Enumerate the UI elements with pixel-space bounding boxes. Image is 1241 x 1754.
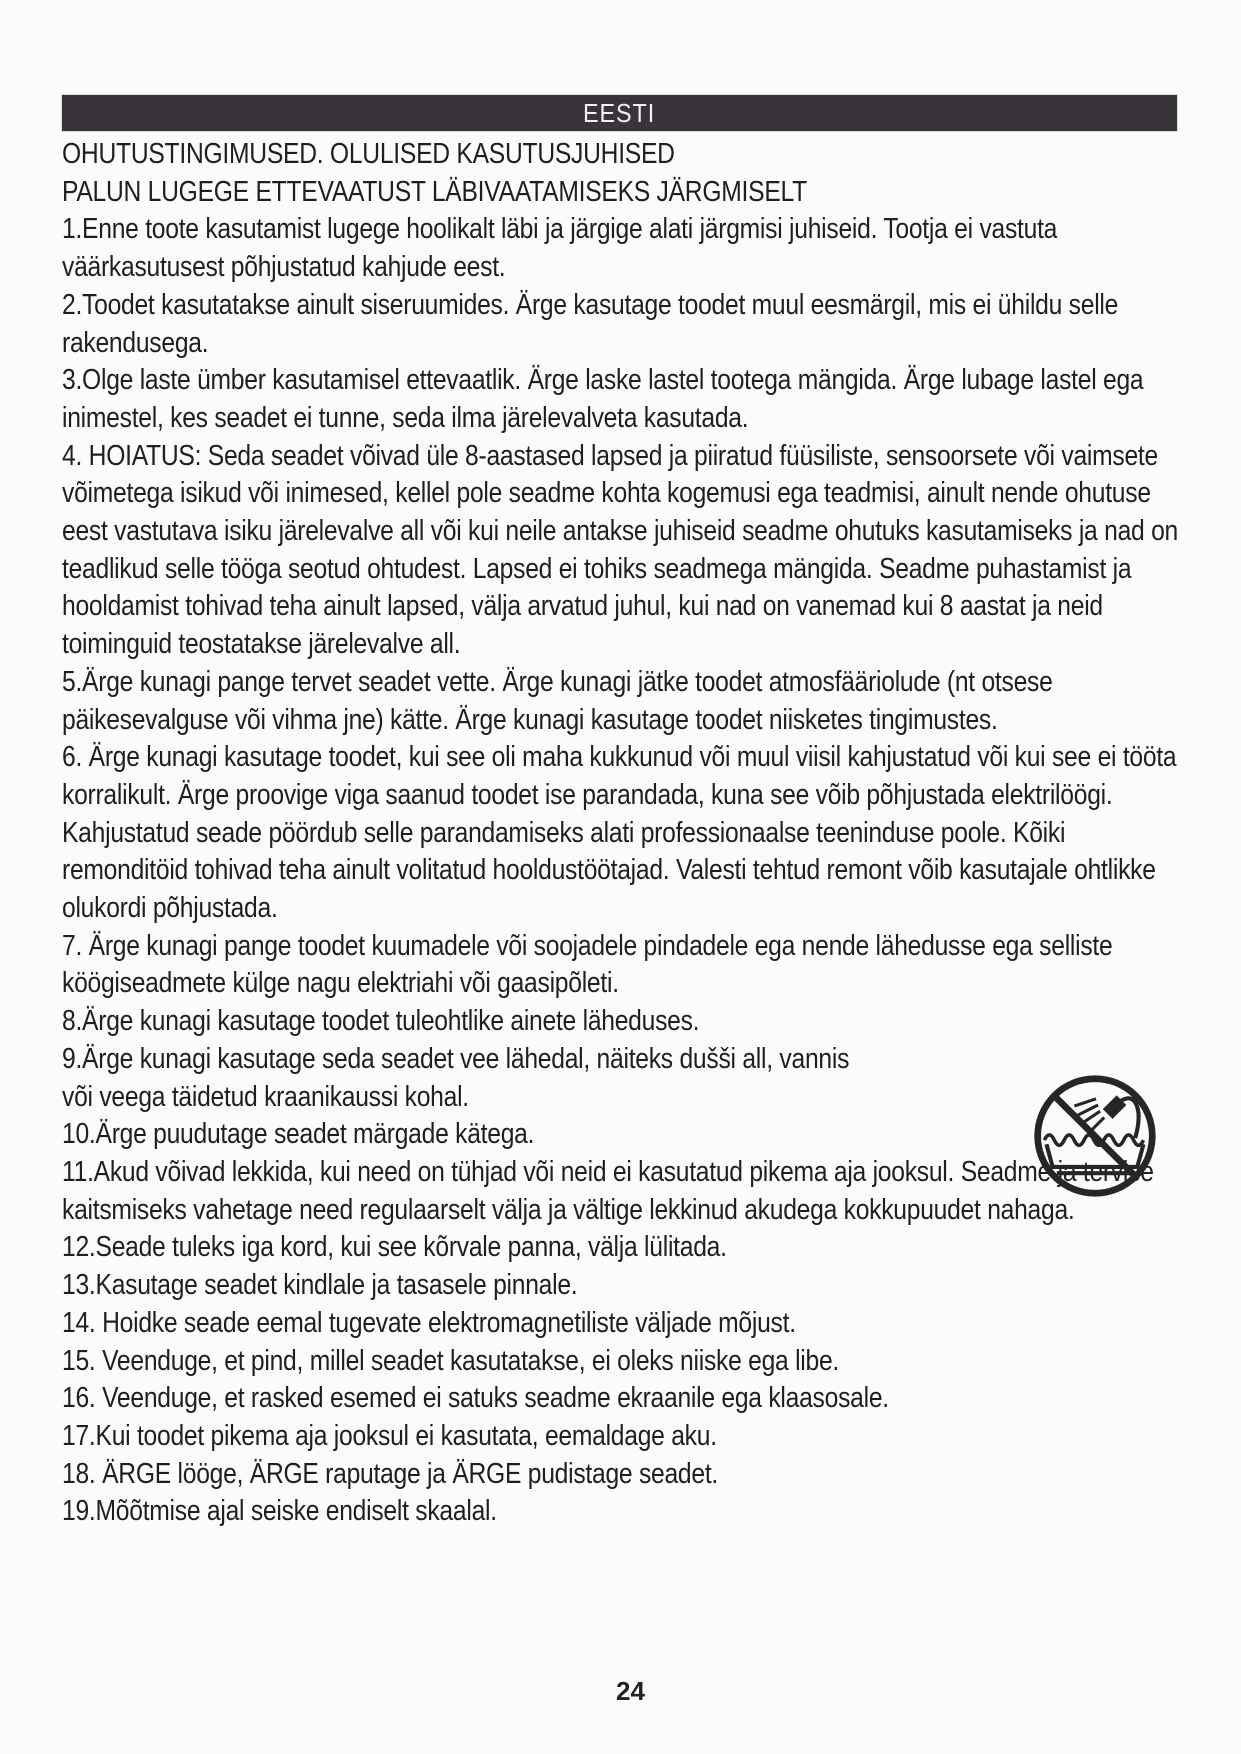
instruction-item: 12.Seade tuleks iga kord, kui see kõrvale panna, välja lülitada. — [62, 1231, 727, 1264]
instruction-item: 18. ÄRGE lööge, ÄRGE raputage ja ÄRGE pudistage seadet. — [62, 1457, 719, 1490]
heading-line-1: OHUTUSTINGIMUSED. OLULISED KASUTUSJUHISED — [62, 138, 675, 170]
no-shower-icon — [1030, 1072, 1162, 1200]
page-number: 24 — [616, 1676, 645, 1706]
instruction-item: 11.Akud võivad lekkida, kui need on tühjad või neid ei kasutatud pikema aja jooksul. Seadme ja tervise kaitsmiseks vahetage need regulaarselt välja ja vältige lekkinud akudega kokkupuudet nahaga. — [62, 1155, 1154, 1226]
safety-instructions-section — [62, 136, 1180, 1531]
instruction-item: 3.Olge laste ümber kasutamisel ettevaatlik. Ärge laske lastel tootega mängida. Ärge lubage lastel ega inimestel, kes seadet ei tunne, seda ilma järelevalveta kasutada. — [62, 364, 1144, 434]
instruction-item: 9.Ärge kunagi kasutage seda seadet vee lähedal, näiteks dušši all, vannis või veega täidetud kraanikaussi kohal. — [62, 1042, 850, 1113]
heading-line-2: PALUN LUGEGE ETTEVAATUST LÄBIVAATAMISEKS JÄRGMISELT — [62, 175, 807, 208]
instruction-item: 2.Toodet kasutatakse ainult siseruumides. Ärge kasutage toodet muul eesmärgil, mis ei ühildu selle rakendusega. — [62, 288, 1119, 359]
instruction-item: 4. HOIATUS: Seda seadet võivad üle 8-aastased lapsed ja piiratud füüsiliste, sensoorsete või vaimsete võimetega isikud või inimesed, kellel pole seadme kohta kogemusi ega teadmisi, ainult nende ohutuse eest vastutava isiku järelevalve all või kui neile antakse juhiseid seadme ohutuks kasutamiseks ja nad on teadlikud selle tööga seotud ohtudest. Lapsed ei tohiks seadmega mängida. Seadme puhastamist ja hooldamist tohivad teha ainult lapsed, välja arvatud juhul, kui nad on vanemad kui 8 aastat ja neid toiminguid teostatakse järelevalve all. — [62, 439, 1178, 661]
instruction-item: 1.Enne toote kasutamist lugege hoolikalt läbi ja järgige alati järgmisi juhiseid. Tootja ei vastuta väärkasutusest põhjustatud kahjude eest. — [62, 213, 1058, 284]
instruction-item: 13.Kasutage seadet kindlale ja tasasele pinnale. — [62, 1269, 578, 1302]
instruction-item: 7. Ärge kunagi pange toodet kuumadele või soojadele pindadele ega nende lähedusse ega selliste köögiseadmete külge nagu elektriahi või gaasipõleti. — [62, 929, 1113, 1000]
instruction-item: 5.Ärge kunagi pange tervet seadet vette. Ärge kunagi jätke toodet atmosfääriolude (nt otsese päikesevalguse või vihma jne) kätte. Ärge kunagi kasutage toodet niisketes tingimustes. — [62, 665, 1053, 736]
instruction-item: 15. Veenduge, et pind, millel seadet kasutatakse, ei oleks niiske ega libe. — [62, 1344, 840, 1377]
instruction-item: 10.Ärge puudutage seadet märgade kätega. — [62, 1118, 535, 1151]
language-banner-label: EESTI — [583, 97, 656, 128]
instruction-item: 16. Veenduge, et rasked esemed ei satuks seadme ekraanile ega klaasosale. — [62, 1382, 889, 1415]
language-banner — [62, 95, 1177, 131]
instruction-item: 6. Ärge kunagi kasutage toodet, kui see oli maha kukkunud või muul viisil kahjustatud või kui see ei tööta korralikult. Ärge proovige viga saanud toodet ise parandada, kuna see võib põhjustada elektrilöögi. Kahjustatud seade pöördub selle parandamiseks alati professionaalse teeninduse poole. Kõiki remonditöid tohivad teha ainult volitatud hooldustöötajad. Valesti tehtud remont võib kasutajale ohtlikke olukordi põhjustada. — [62, 741, 1177, 925]
instruction-item: 8.Ärge kunagi kasutage toodet tuleohtlike ainete läheduses. — [62, 1005, 700, 1038]
instruction-list — [62, 211, 1180, 1531]
instruction-item: 19.Mõõtmise ajal seiske endiselt skaalal. — [62, 1495, 497, 1528]
instruction-item: 14. Hoidke seade eemal tugevate elektromagnetiliste väljade mõjust. — [62, 1306, 796, 1339]
instruction-item: 17.Kui toodet pikema aja jooksul ei kasutata, eemaldage aku. — [62, 1419, 717, 1452]
